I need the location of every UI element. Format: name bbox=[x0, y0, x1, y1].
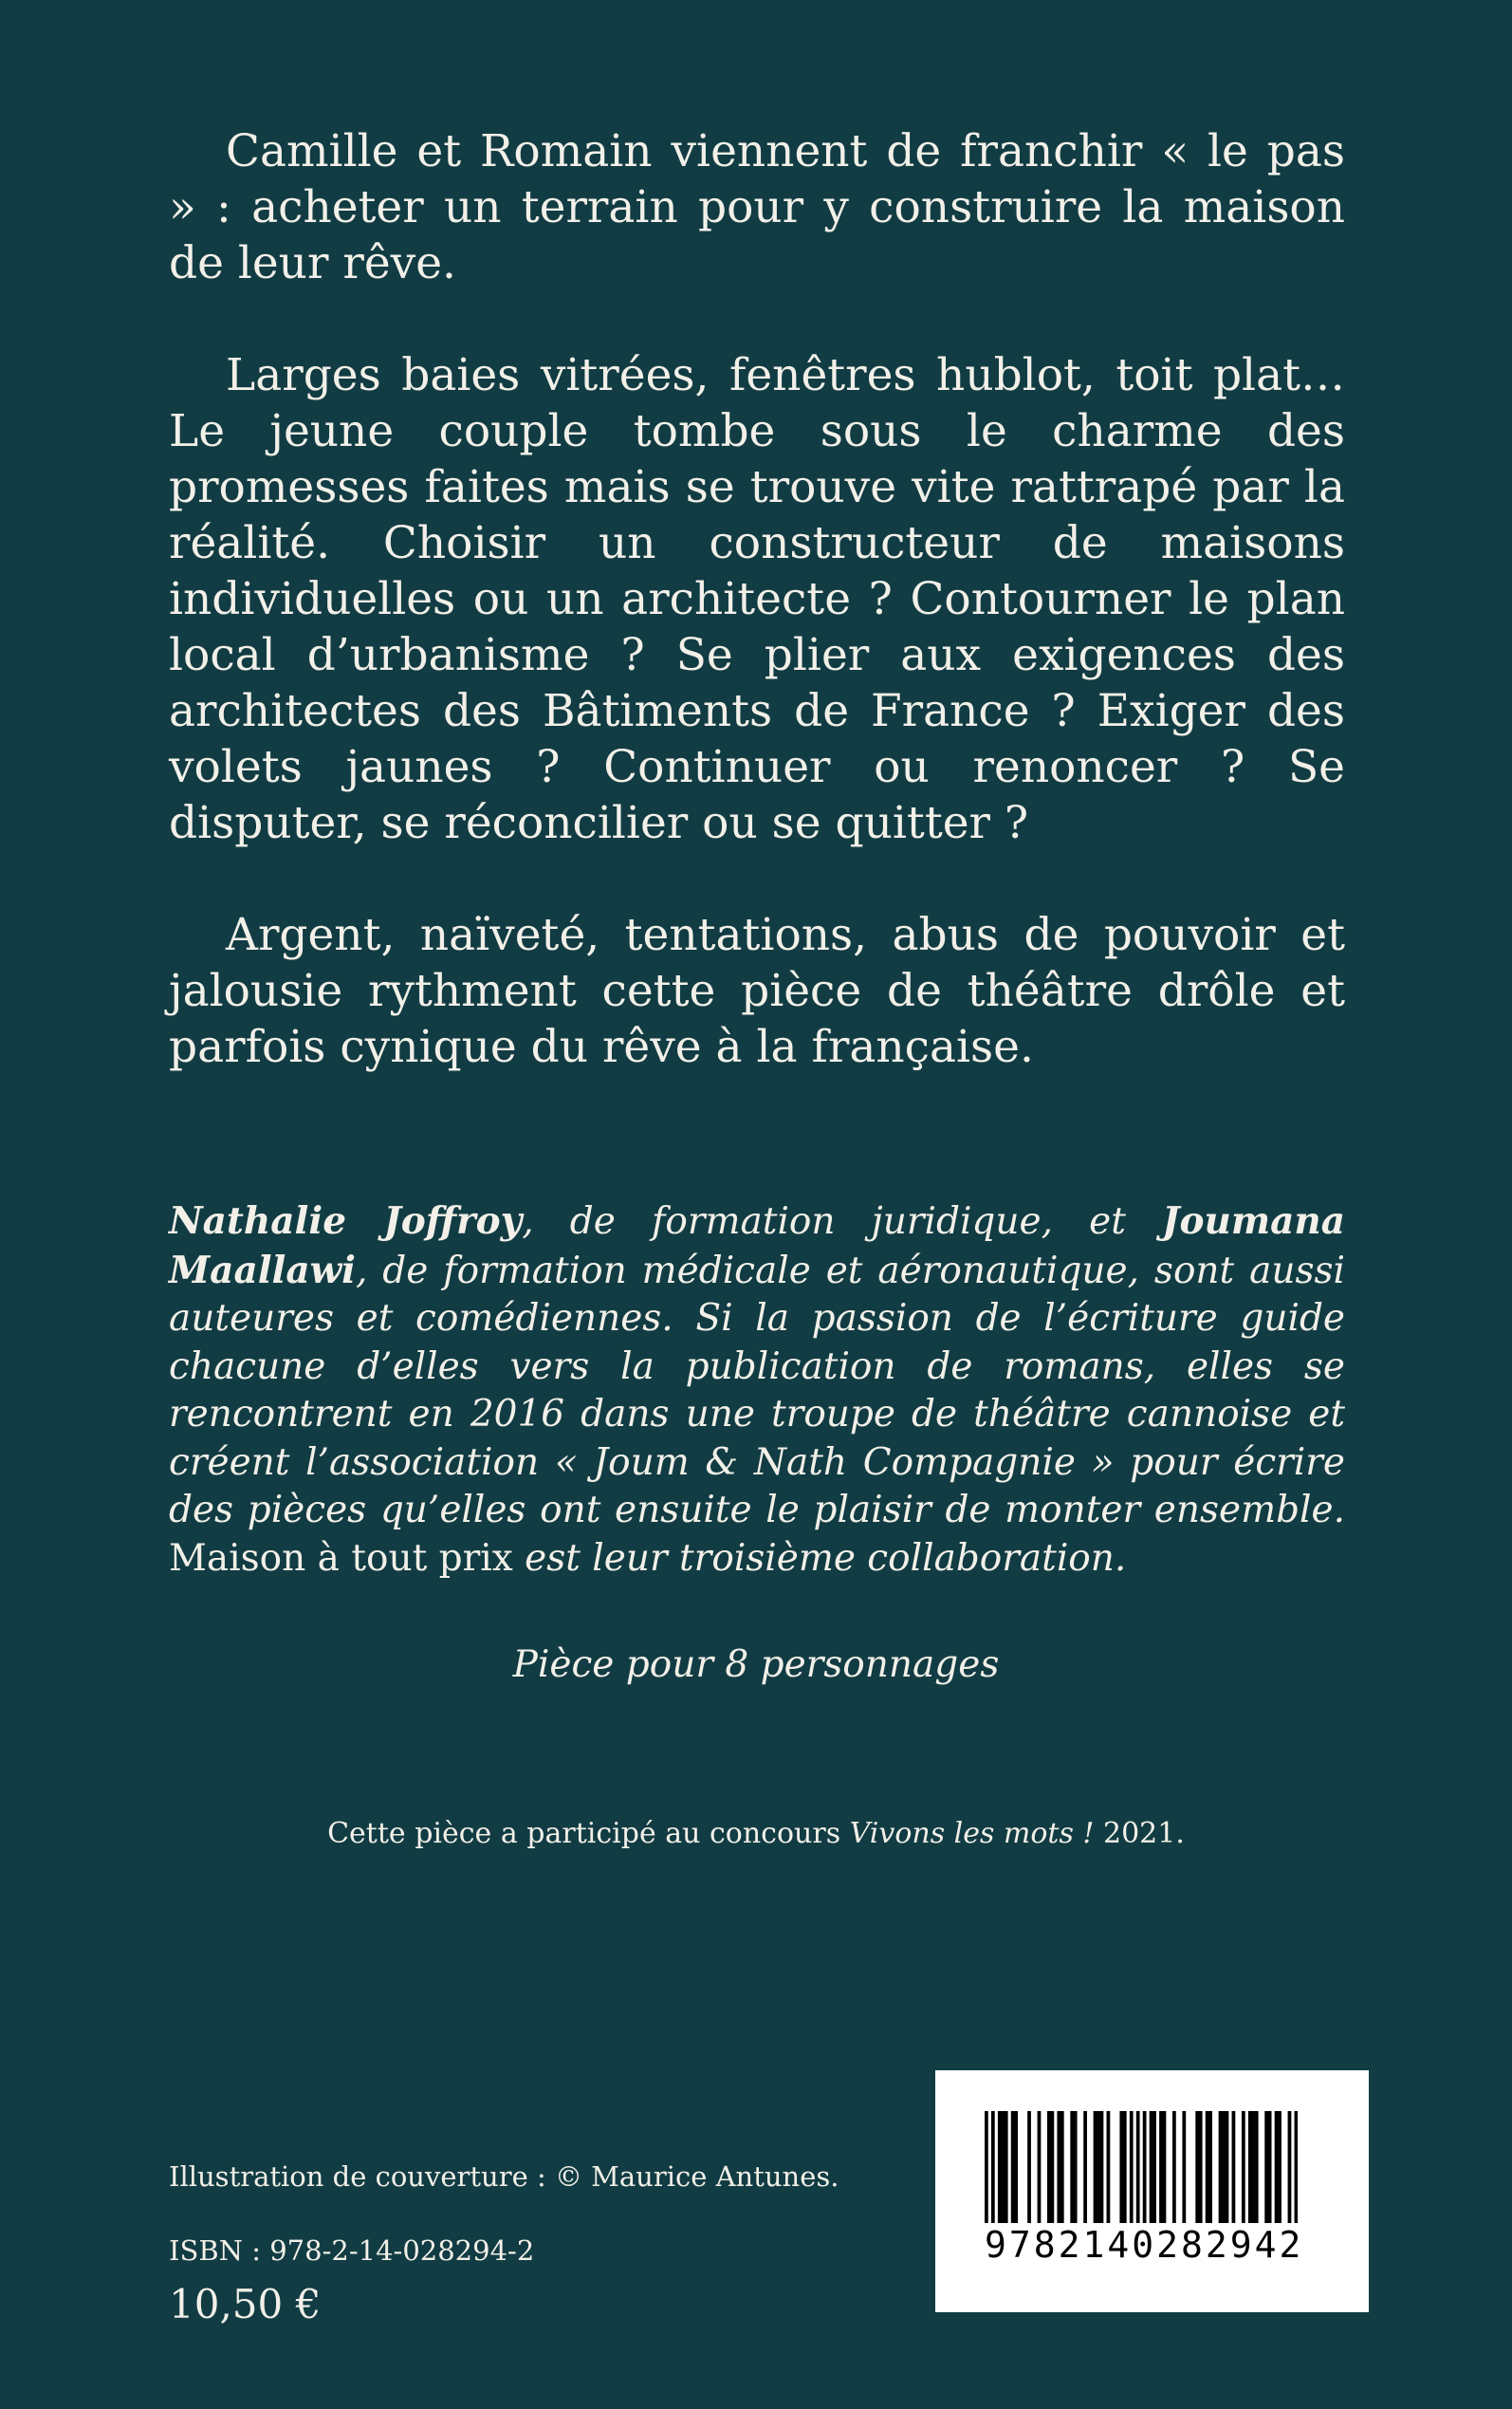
barcode-bar bbox=[1119, 2111, 1123, 2223]
price: 10,50 € bbox=[169, 2281, 322, 2327]
barcode-bar bbox=[1288, 2111, 1292, 2223]
cast-size: Pièce pour 8 personnages bbox=[512, 1643, 1000, 1686]
book-blurb bbox=[169, 123, 1345, 1075]
barcode-bar bbox=[1083, 2111, 1087, 2223]
barcode-bar bbox=[1182, 2111, 1186, 2223]
barcode-bar bbox=[1295, 2111, 1298, 2223]
barcode-bar bbox=[1027, 2111, 1031, 2223]
barcode-bar bbox=[998, 2111, 1002, 2223]
bio-text-1: , de formation juridique, et bbox=[522, 1200, 1163, 1243]
barcode-bar bbox=[1232, 2111, 1236, 2223]
author-name-2: Joumana Maallawi bbox=[169, 1199, 1345, 1292]
barcode-bars bbox=[985, 2111, 1298, 2223]
barcode-bar bbox=[1222, 2111, 1226, 2223]
authors-bio bbox=[169, 1197, 1345, 1583]
barcode-bar bbox=[985, 2111, 988, 2223]
barcode-bar bbox=[1208, 2111, 1212, 2223]
blurb-paragraph-1: Camille et Romain viennent de franchir « le pas » : acheter un terrain pour y construire la maison de leur rêve. bbox=[169, 125, 1345, 289]
barcode-bar bbox=[1047, 2111, 1051, 2223]
barcode-bar bbox=[1159, 2111, 1163, 2223]
bio-paragraph bbox=[169, 1197, 1345, 1583]
barcode-bar bbox=[1050, 2111, 1054, 2223]
barcode-bar bbox=[1226, 2111, 1229, 2223]
barcode-bar bbox=[1011, 2111, 1015, 2223]
barcode-bar bbox=[1219, 2111, 1223, 2223]
barcode-bar bbox=[1107, 2111, 1111, 2223]
bio-text-3: est leur troisième collaboration. bbox=[512, 1536, 1127, 1580]
barcode-bar bbox=[1206, 2111, 1209, 2223]
barcode-bar bbox=[1172, 2111, 1176, 2223]
barcode-bar bbox=[1094, 2111, 1097, 2223]
barcode-bar bbox=[1278, 2111, 1282, 2223]
contest-note bbox=[0, 1817, 1512, 1850]
contest-text-after: 2021. bbox=[1094, 1817, 1185, 1850]
illustration-credit: Illustration de couverture : © Maurice Antunes. bbox=[169, 2160, 839, 2193]
barcode-bar bbox=[1038, 2111, 1042, 2223]
barcode-bar bbox=[1195, 2111, 1199, 2223]
book-title: Maison à tout prix bbox=[169, 1536, 513, 1580]
barcode-bar bbox=[1199, 2111, 1203, 2223]
bio-text-2: , de formation médicale et aéronautique, sont aussi auteures et comédiennes. Si la passion de l’écriture guide chacune d’elles vers la publication de romans, elles se rencontrent en 2016 dans une troupe de théâtre cannoise et créent l’association « Joum & Nath Compagnie » pour écrire des pièces qu’elles ont ensuite le plaisir de monter ensemble. bbox=[169, 1249, 1345, 1531]
barcode-bar bbox=[1123, 2111, 1127, 2223]
barcode-bar bbox=[1152, 2111, 1156, 2223]
barcode-bar bbox=[1163, 2111, 1167, 2223]
barcode-bar bbox=[1014, 2111, 1018, 2223]
barcode-bar bbox=[1070, 2111, 1074, 2223]
barcode-bar bbox=[1136, 2111, 1140, 2223]
barcode-bar bbox=[1005, 2111, 1008, 2223]
barcode-bar bbox=[1143, 2111, 1147, 2223]
barcode-bar bbox=[991, 2111, 995, 2223]
blurb-paragraph-2: Larges baies vitrées, fenêtres hublot, toit plat… Le jeune couple tombe sous le charme des promesses faites mais se trouve vite rattrapé par la réalité. Choisir un constructeur de maisons individuelles ou un architecte ? Contourner le plan local d’urbanisme ? Se plier aux exigences des architectes des Bâtiments de France ? Exiger des volets jaunes ? Continuer ou renoncer ? Se disputer, se réconcilier ou se quitter ? bbox=[169, 349, 1345, 849]
author-name-1: Nathalie Joffroy bbox=[169, 1199, 523, 1243]
barcode-bar bbox=[1251, 2111, 1255, 2223]
barcode-bar bbox=[1057, 2111, 1060, 2223]
barcode-bar bbox=[1268, 2111, 1272, 2223]
barcode-bar bbox=[1001, 2111, 1005, 2223]
barcode-digits: 9782140282942 bbox=[985, 2224, 1304, 2266]
barcode-bar bbox=[1150, 2111, 1153, 2223]
blurb-paragraph-3: Argent, naïveté, tentations, abus de pouvoir et jalousie rythment cette pièce de théâtre drôle et parfois cynique du rêve à la française. bbox=[169, 909, 1345, 1073]
barcode-bar bbox=[1074, 2111, 1078, 2223]
contest-title: Vivons les mots ! bbox=[849, 1817, 1095, 1850]
barcode-bar bbox=[1060, 2111, 1064, 2223]
barcode-bar bbox=[1097, 2111, 1100, 2223]
barcode-bar bbox=[1248, 2111, 1252, 2223]
barcode-bar bbox=[1275, 2111, 1279, 2223]
barcode-bar bbox=[1242, 2111, 1245, 2223]
barcode-bar bbox=[1100, 2111, 1104, 2223]
barcode-bar bbox=[1264, 2111, 1268, 2223]
barcode bbox=[935, 2070, 1369, 2312]
barcode-bar bbox=[1255, 2111, 1259, 2223]
barcode-bar bbox=[1130, 2111, 1134, 2223]
isbn: ISBN : 978-2-14-028294-2 bbox=[169, 2234, 535, 2267]
contest-text-before: Cette pièce a participé au concours bbox=[327, 1817, 850, 1850]
